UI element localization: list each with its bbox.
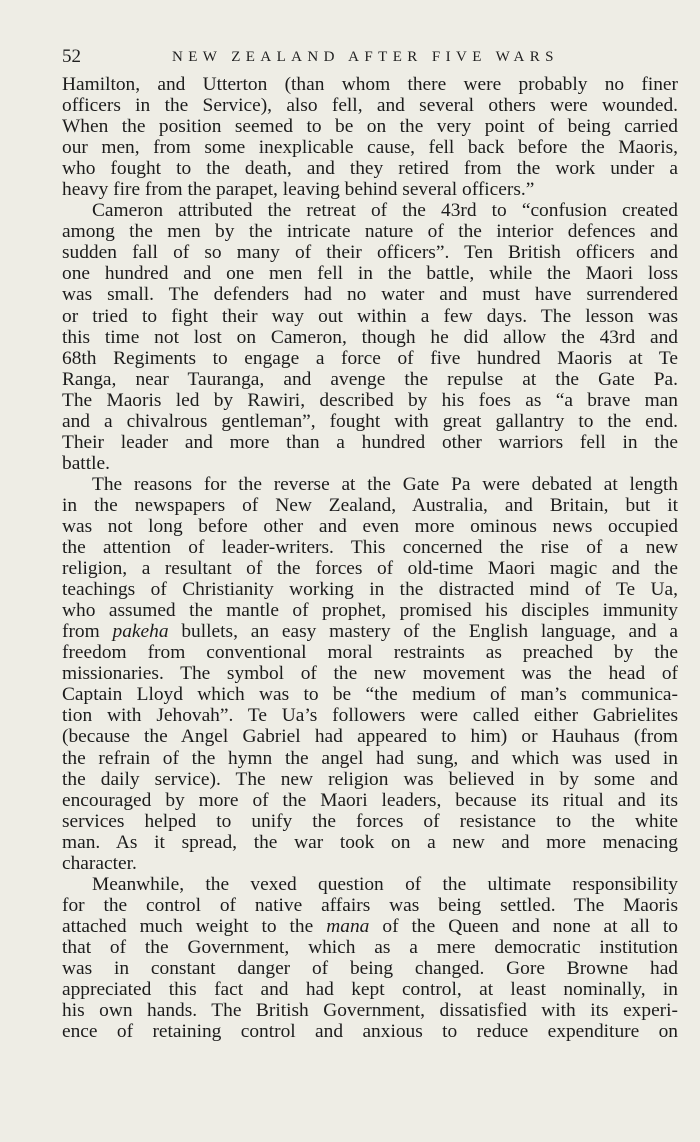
- text-line: missionaries. The symbol of the new movement was the head of: [62, 663, 678, 685]
- text-line: Hamilton, and Utterton (than whom there were probably no finer: [62, 74, 678, 95]
- running-title: NEW ZEALAND AFTER FIVE WARS: [172, 49, 559, 65]
- text-line: Their leader and more than a hundred other warriors fell in the: [62, 431, 678, 453]
- text-line: services helped to unify the forces of resistance to the white: [62, 810, 678, 832]
- text-line: and a chivalrous gentleman”, fought with great gallantry to the end.: [62, 410, 678, 432]
- text-line: officers in the Service), also fell, and several others were wounded.: [62, 95, 678, 117]
- text-line: battle.: [62, 452, 110, 474]
- text-line: man. As it spread, the war took on a new and more menacing: [62, 831, 678, 853]
- text-line: or tried to fight their way out within a few days. The lesson was: [62, 305, 678, 327]
- text-line: 68th Regiments to engage a force of five hundred Maoris at Te: [62, 347, 678, 369]
- text-line: was small. The defenders had no water and must have surrendered: [62, 284, 678, 306]
- text-line: [62, 621, 678, 642]
- text-fragment: of the Queen and none at all to: [382, 915, 679, 937]
- text-line: When the position seemed to be on the very point of being carried: [62, 116, 678, 138]
- text-line: in the newspapers of New Zealand, Australia, and Britain, but it: [62, 494, 678, 516]
- text-line: for the control of native affairs was being settled. The Maoris: [62, 894, 678, 916]
- text-line: heavy fire from the parapet, leaving behind several officers.”: [62, 179, 535, 201]
- text-line: the daily service). The new religion was believed in by some and: [62, 768, 678, 790]
- text-fragment: from: [62, 621, 100, 643]
- italic-term: pakeha: [112, 621, 169, 643]
- text-line: [62, 916, 678, 937]
- text-line: Cameron attributed the retreat of the 43rd to “confusion created: [92, 200, 678, 222]
- text-fragment: attached much weight to the: [62, 915, 314, 937]
- text-line: The reasons for the reverse at the Gate Pa were debated at length: [92, 473, 678, 495]
- text-line: religion, a resultant of the forces of old-time Maori magic and the: [62, 558, 678, 580]
- text-line: The Maoris led by Rawiri, described by his foes as “a brave man: [62, 389, 678, 411]
- text-line: who fought to the death, and they retired from the work under a: [62, 158, 678, 180]
- text-line: one hundred and one men fell in the battle, while the Maori loss: [62, 263, 678, 285]
- text-line: Ranga, near Tauranga, and avenge the repulse at the Gate Pa.: [62, 368, 678, 390]
- text-line: tion with Jehovah”. Te Ua’s followers were called either Gabrielites: [62, 705, 678, 727]
- text-line: that of the Government, which as a mere democratic institution: [62, 936, 678, 958]
- text-line: teachings of Christianity working in the distracted mind of Te Ua,: [62, 579, 678, 601]
- text-line: Meanwhile, the vexed question of the ultimate responsibility: [92, 873, 678, 895]
- text-line: the attention of leader-writers. This concerned the rise of a new: [62, 537, 678, 559]
- page-number: 52: [62, 46, 81, 67]
- text-line: sudden fall of so many of their officers”. Ten British officers and: [62, 242, 678, 264]
- text-line: this time not lost on Cameron, though he did allow the 43rd and: [62, 326, 678, 348]
- text-line: (because the Angel Gabriel had appeared to him) or Hauhaus (from: [62, 726, 678, 748]
- text-line: character.: [62, 852, 137, 874]
- text-fragment: bullets, an easy mastery of the English language, and a: [181, 621, 678, 643]
- text-line: among the men by the intricate nature of the interior defences and: [62, 221, 678, 243]
- text-line: was not long before other and even more ominous news occupied: [62, 515, 678, 537]
- text-line: was in constant danger of being changed. Gore Browne had: [62, 957, 678, 979]
- text-line: his own hands. The British Government, dissatisfied with its experi-: [62, 1000, 678, 1022]
- text-line: freedom from conventional moral restraints as preached by the: [62, 642, 678, 664]
- text-line: ence of retaining control and anxious to reduce expenditure on: [62, 1021, 678, 1043]
- text-line: the refrain of the hymn the angel had sung, and which was used in: [62, 747, 678, 769]
- text-line: our men, from some inexplicable cause, fell back before the Maoris,: [62, 137, 678, 159]
- body-text: [62, 74, 678, 1042]
- italic-term: mana: [326, 915, 370, 937]
- text-line: Captain Lloyd which was to be “the medium of man’s communica-: [62, 684, 678, 706]
- running-head: [62, 46, 678, 68]
- text-line: appreciated this fact and had kept control, at least nominally, in: [62, 979, 678, 1001]
- text-line: encouraged by more of the Maori leaders, because its ritual and its: [62, 789, 678, 811]
- text-line: who assumed the mantle of prophet, promised his disciples immunity: [62, 600, 678, 622]
